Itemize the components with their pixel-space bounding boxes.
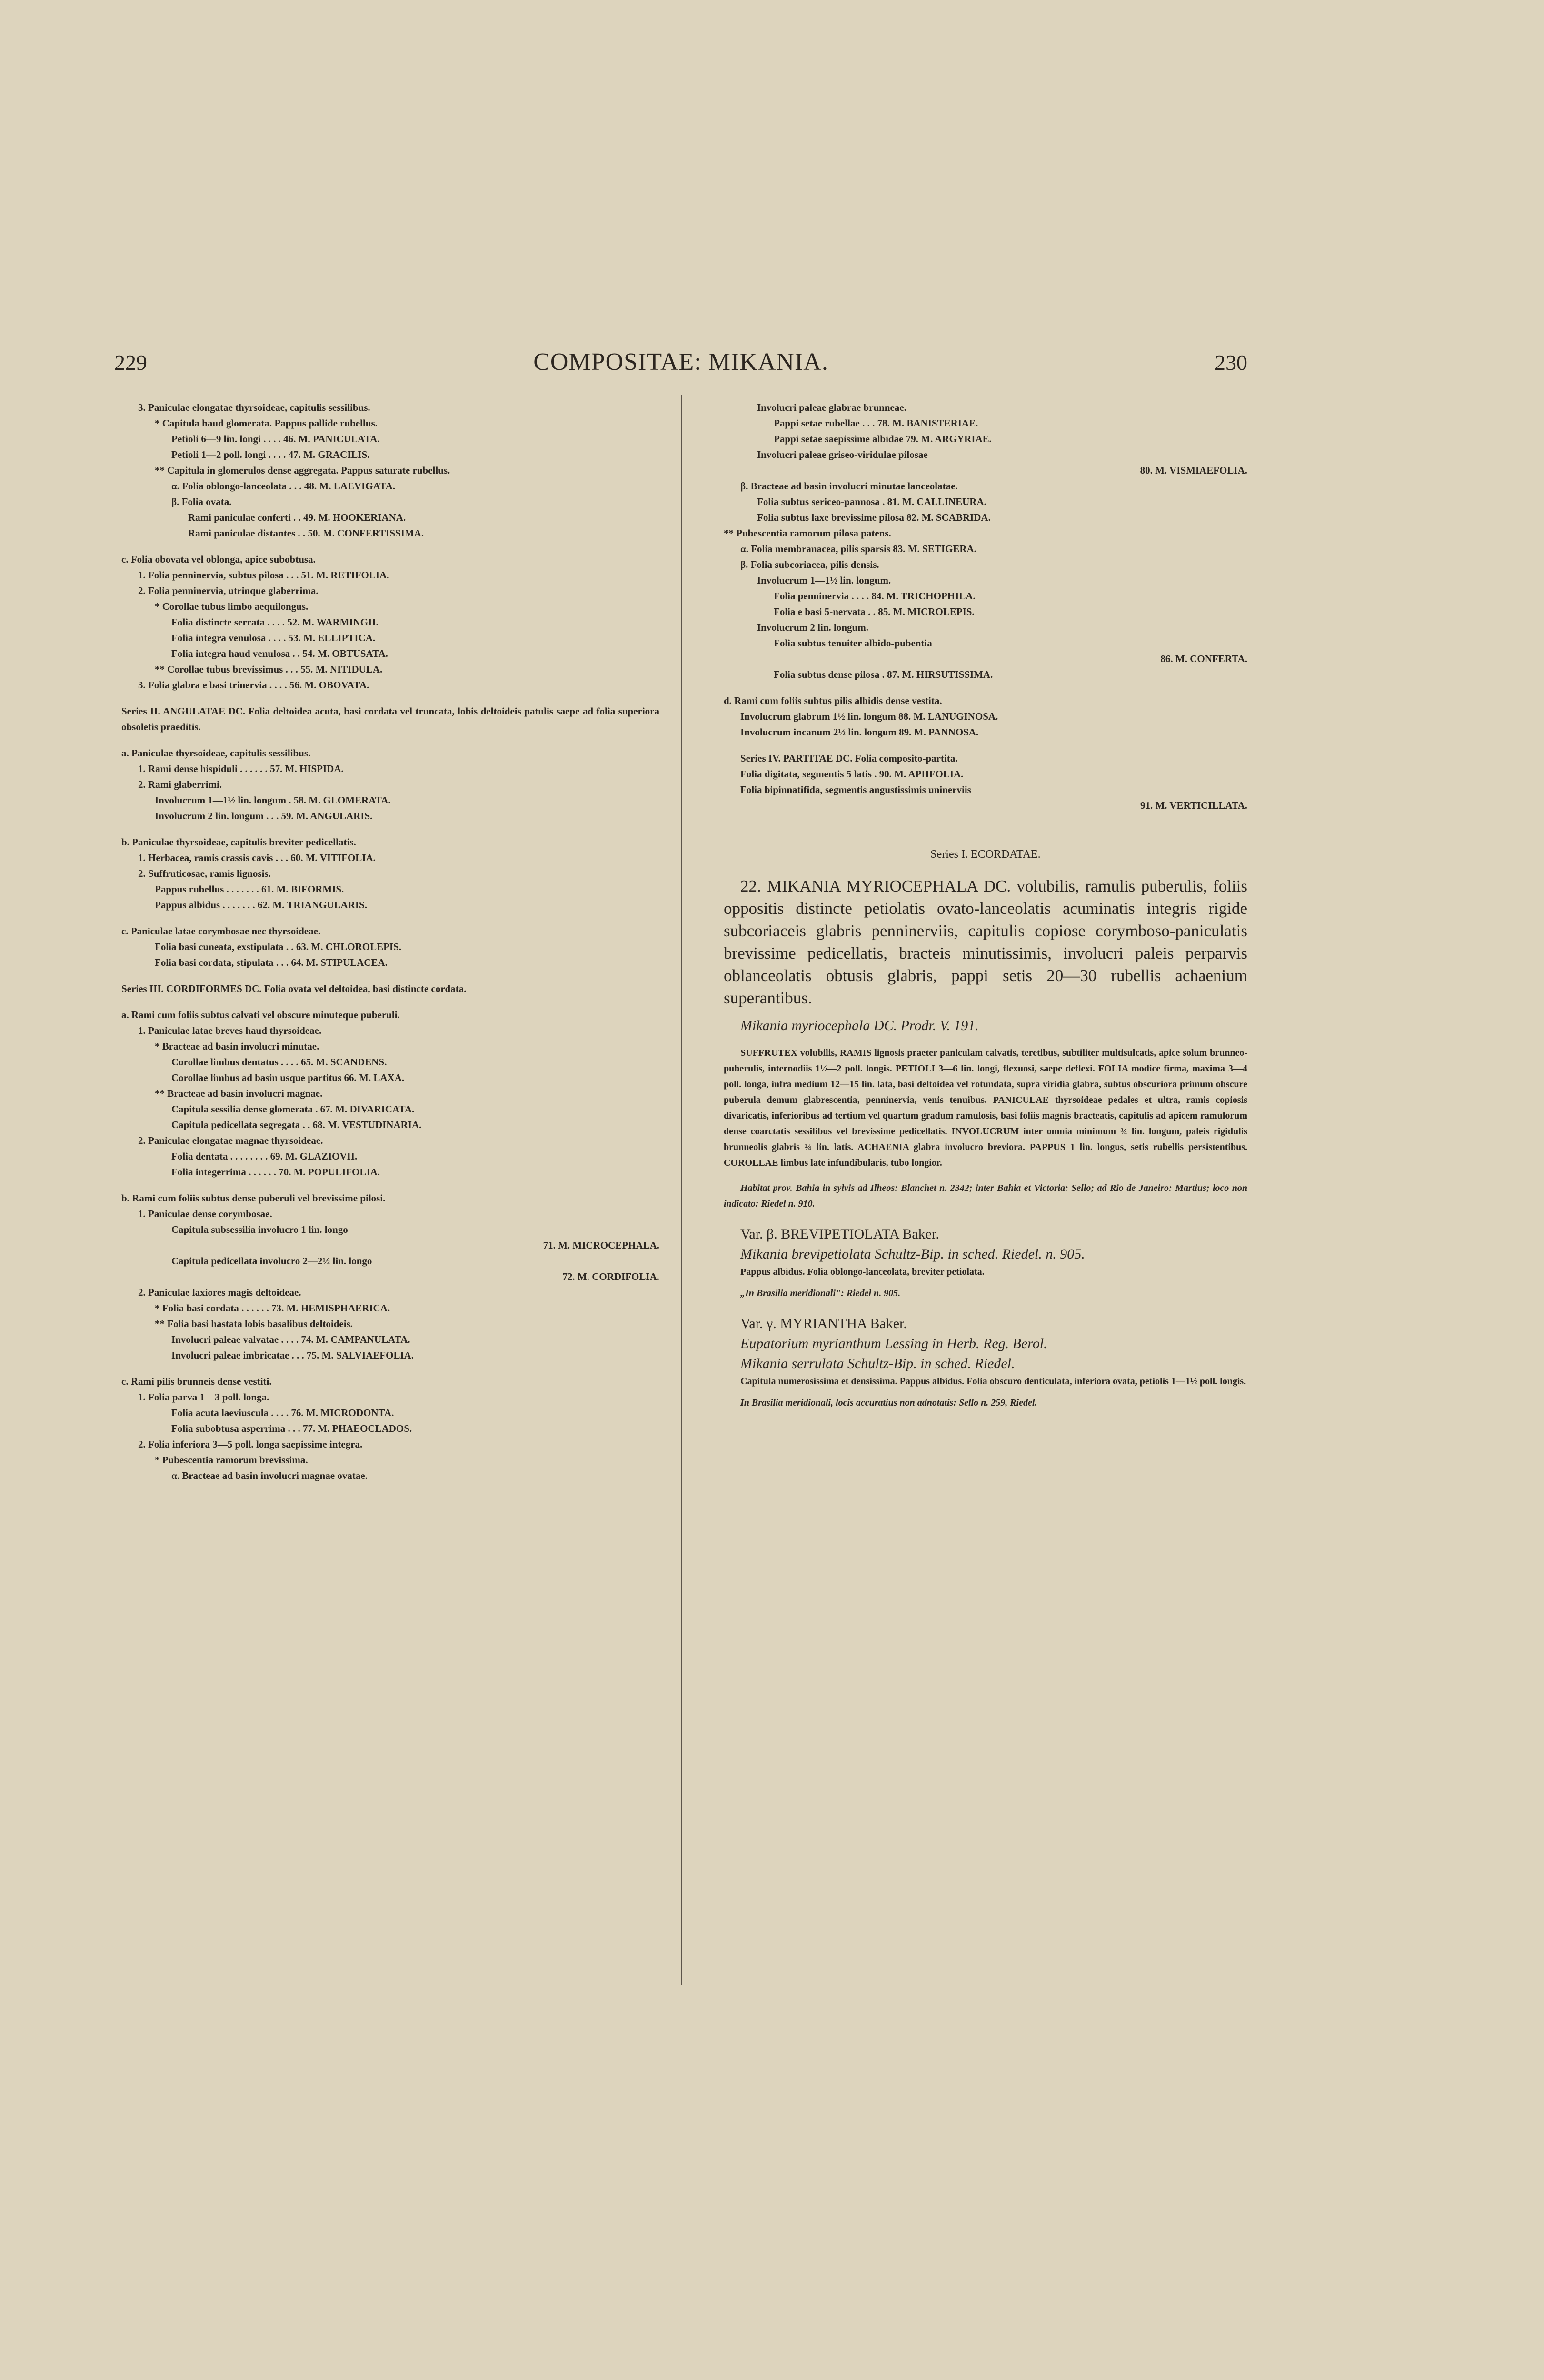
key-line: * Corollae tubus limbo aequilongus. <box>155 601 309 612</box>
key-line: 72. M. CORDIFOLIA. <box>562 1271 659 1282</box>
key-line: Series IV. PARTITAE DC. Folia composito-partita. <box>740 753 958 764</box>
key-line: Folia bipinnatifida, segmentis angustissimis uninerviis <box>740 784 971 795</box>
key-line: c. Paniculae latae corymbosae nec thyrsoideae. <box>121 925 321 937</box>
key-line: Folia subobtusa asperrima . . . 77. M. PHAEOCLADOS. <box>171 1423 412 1434</box>
key-line: 3. Paniculae elongatae thyrsoideae, capitulis sessilibus. <box>138 402 370 413</box>
variety-gamma-description: Capitula numerosissima et densissima. Pappus albidus. Folia obscuro denticulata, inferiora ovata, petiolis 1—1½ poll. longis. <box>740 1376 1246 1387</box>
key-line: * Bracteae ad basin involucri minutae. <box>155 1041 319 1052</box>
key-line: Involucrum 2 lin. longum . . . 59. M. ANGULARIS. <box>155 810 373 822</box>
key-line: 1. Herbacea, ramis crassis cavis . . . 60. M. VITIFOLIA. <box>138 852 376 863</box>
key-line: Rami paniculae conferti . . 49. M. HOOKERIANA. <box>188 512 406 523</box>
key-line: Series III. CORDIFORMES DC. Folia ovata vel deltoidea, basi distincte cordata. <box>121 983 467 994</box>
key-line: 2. Paniculae elongatae magnae thyrsoideae. <box>138 1135 323 1146</box>
key-line: Corollae limbus dentatus . . . . 65. M. SCANDENS. <box>171 1056 387 1068</box>
key-line: Folia digitata, segmentis 5 latis . 90. M. APIIFOLIA. <box>740 768 964 780</box>
key-line: α. Folia oblongo-lanceolata . . . 48. M. LAEVIGATA. <box>171 480 396 492</box>
key-line: Pappi setae saepissime albidae 79. M. ARGYRIAE. <box>774 433 992 445</box>
key-line: Capitula sessilia dense glomerata . 67. M. DIVARICATA. <box>171 1103 415 1115</box>
key-line: Series II. ANGULATAE DC. Folia deltoidea acuta, basi cordata vel truncata, lobis deltoideis patulis saepe ad folia superiora obsoletis praeditis. <box>121 705 659 733</box>
key-line: * Folia basi cordata . . . . . . 73. M. HEMISPHAERICA. <box>155 1302 390 1314</box>
key-line: Capitula pedicellata segregata . . 68. M. VESTUDINARIA. <box>171 1119 422 1130</box>
citation: Mikania myriocephala DC. Prodr. V. 191. <box>740 1018 979 1033</box>
key-line: Involucri paleae glabrae brunneae. <box>757 402 906 413</box>
column-divider <box>681 395 682 1985</box>
variety-beta-habitat: „In Brasilia meridionali": Riedel n. 905. <box>740 1288 901 1299</box>
species-heading: 22. MIKANIA MYRIOCEPHALA DC. volubilis, ramulis puberulis, foliis oppositis distincte petiolatis ovato-lanceolatis acuminatis integris rigide subcoriaceis glabris penninerviis, capitulis copiose corymboso-paniculatis brevissime pedicellatis, bracteis minutissimis, involucri paleis perparvis oblanceolatis obtusis glabris, pappi setis 20—30 rubellis achaenium superantibus. <box>724 877 1247 1007</box>
key-line: Folia subtus laxe brevissime pilosa 82. M. SCABRIDA. <box>757 512 991 523</box>
key-line: 1. Paniculae dense corymbosae. <box>138 1208 272 1220</box>
key-line: Pappus albidus . . . . . . . 62. M. TRIANGULARIS. <box>155 899 367 911</box>
key-line: a. Rami cum foliis subtus calvati vel obscure minuteque puberuli. <box>121 1009 400 1021</box>
key-line: Folia basi cordata, stipulata . . . 64. M. STIPULACEA. <box>155 957 388 968</box>
key-line: d. Rami cum foliis subtus pilis albidis dense vestita. <box>724 695 942 706</box>
variety-gamma-synonym-1: Eupatorium myrianthum Lessing in Herb. Reg. Berol. <box>740 1336 1047 1351</box>
key-line: 71. M. MICROCEPHALA. <box>543 1240 659 1251</box>
key-line: Involucri paleae imbricatae . . . 75. M. SALVIAEFOLIA. <box>171 1349 414 1361</box>
series-heading: Series I. ECORDATAE. <box>930 848 1041 861</box>
key-line: 1. Paniculae latae breves haud thyrsoideae. <box>138 1025 322 1036</box>
page-number-left: 229 <box>114 350 147 375</box>
key-line: 2. Rami glaberrimi. <box>138 779 222 790</box>
key-line: Folia subtus sericeo-pannosa . 81. M. CALLINEURA. <box>757 496 986 507</box>
key-line: ** Pubescentia ramorum pilosa patens. <box>724 527 891 539</box>
page-header <box>114 350 1247 378</box>
right-column <box>724 400 1247 1411</box>
key-line: Corollae limbus ad basin usque partitus 66. M. LAXA. <box>171 1072 405 1083</box>
key-line: ** Capitula in glomerulos dense aggregata. Pappus saturate rubellus. <box>155 465 450 476</box>
key-line: β. Folia subcoriacea, pilis densis. <box>740 559 879 570</box>
key-line: * Capitula haud glomerata. Pappus pallide rubellus. <box>155 417 378 429</box>
key-line: ** Folia basi hastata lobis basalibus deltoideis. <box>155 1318 353 1329</box>
variety-beta-title: Var. β. BREVIPETIOLATA Baker. <box>740 1226 939 1242</box>
variety-beta-description: Pappus albidus. Folia oblongo-lanceolata, breviter petiolata. <box>740 1267 985 1277</box>
key-line: 3. Folia glabra e basi trinervia . . . . 56. M. OBOVATA. <box>138 679 369 691</box>
key-line: Folia integra venulosa . . . . 53. M. ELLIPTICA. <box>171 632 376 644</box>
key-line: Involucrum 2 lin. longum. <box>757 622 868 633</box>
key-line: Pappi setae rubellae . . . 78. M. BANISTERIAE. <box>774 417 978 429</box>
key-line: β. Folia ovata. <box>171 496 232 507</box>
key-line: 2. Paniculae laxiores magis deltoideae. <box>138 1287 301 1298</box>
key-line: Folia subtus tenuiter albido-pubentia <box>774 637 932 649</box>
key-line: Involucrum glabrum 1½ lin. longum 88. M. LANUGINOSA. <box>740 711 998 722</box>
key-line: Involucri paleae valvatae . . . . 74. M. CAMPANULATA. <box>171 1334 410 1345</box>
key-line: Folia distincte serrata . . . . 52. M. WARMINGII. <box>171 616 379 628</box>
key-line: Involucrum 1—1½ lin. longum . 58. M. GLOMERATA. <box>155 794 391 806</box>
left-column-key <box>121 400 659 1484</box>
key-line: Folia e basi 5-nervata . . 85. M. MICROLEPIS. <box>774 606 975 617</box>
key-line: 86. M. CONFERTA. <box>1160 653 1247 664</box>
key-line: c. Folia obovata vel oblonga, apice subobtusa. <box>121 554 316 565</box>
key-line: ** Bracteae ad basin involucri magnae. <box>155 1088 323 1099</box>
running-title: COMPOSITAE: MIKANIA. <box>533 348 828 376</box>
variety-gamma-habitat: In Brasilia meridionali, locis accuratius non adnotatis: Sello n. 259, Riedel. <box>740 1398 1037 1408</box>
key-line: 2. Suffruticosae, ramis lignosis. <box>138 868 271 879</box>
key-line: 1. Rami dense hispiduli . . . . . . 57. M. HISPIDA. <box>138 763 344 774</box>
page-number-right: 230 <box>1215 350 1247 375</box>
key-line: b. Rami cum foliis subtus dense puberuli vel brevissime pilosi. <box>121 1192 386 1204</box>
key-line: Folia integra haud venulosa . . 54. M. OBTUSATA. <box>171 648 388 659</box>
species-description: SUFFRUTEX volubilis, RAMIS lignosis praeter paniculam calvatis, teretibus, subtiliter multisulcatis, apice solum brunneo-puberulis, internodiis 1½—2 poll. longis. PETIOLI 3—6 lin. longi, flexuosi, saepe deflexi. FOLIA modice firma, maxima 3—4 poll. longa, infra medium 12—15 lin. lata, basi deltoidea vel rotundata, supra viridia glabra, subtus obscuriora primum obscure puberula demum glabrescentia, penninervia, venis tenuibus. PANICULAE thyrsoideae pedales et ultra, ramis copiosis divaricatis, inferioribus ad tertium vel quartum gradum ramulosis, basi foliis magnis bracteatis, capitulis ad apicem ramulorum dense coarctatis sessilibus vel brevissime pedicellatis. INVOLUCRUM inter omnia minimum ¾ lin. longum, paleis rigidulis brunneolis glabris ¼ lin. latis. ACHAENIA glabra involucro breviora. PAPPUS 1 lin. longus, setis rubellis persistentibus. COROLLAE limbus late infundibularis, tubo longior. <box>724 1048 1247 1168</box>
key-line: Involucrum 1—1½ lin. longum. <box>757 575 891 586</box>
key-line: α. Folia membranacea, pilis sparsis 83. M. SETIGERA. <box>740 543 976 555</box>
key-line: Petioli 6—9 lin. longi . . . . 46. M. PANICULATA. <box>171 433 380 445</box>
variety-gamma-synonym-2: Mikania serrulata Schultz-Bip. in sched. Riedel. <box>740 1356 1015 1371</box>
key-line: 1. Folia penninervia, subtus pilosa . . . 51. M. RETIFOLIA. <box>138 569 389 581</box>
key-line: a. Paniculae thyrsoideae, capitulis sessilibus. <box>121 747 311 759</box>
key-line: Involucri paleae griseo-viridulae pilosae <box>757 449 928 460</box>
key-line: Pappus rubellus . . . . . . . 61. M. BIFORMIS. <box>155 883 344 895</box>
key-line: Folia dentata . . . . . . . . 69. M. GLAZIOVII. <box>171 1150 358 1162</box>
key-line: Folia basi cuneata, exstipulata . . 63. M. CHLOROLEPIS. <box>155 941 402 952</box>
key-line: 2. Folia penninervia, utrinque glaberrima. <box>138 585 319 596</box>
key-line: Capitula pedicellata involucro 2—2½ lin. longo <box>171 1255 372 1267</box>
key-line: Folia acuta laeviuscula . . . . 76. M. MICRODONTA. <box>171 1407 394 1418</box>
key-line: Petioli 1—2 poll. longi . . . . 47. M. GRACILIS. <box>171 449 370 460</box>
key-line: Folia integerrima . . . . . . 70. M. POPULIFOLIA. <box>171 1166 380 1178</box>
key-line: 2. Folia inferiora 3—5 poll. longa saepissime integra. <box>138 1438 363 1450</box>
key-line: 80. M. VISMIAEFOLIA. <box>1140 465 1247 476</box>
key-line: b. Paniculae thyrsoideae, capitulis breviter pedicellatis. <box>121 836 356 848</box>
key-line: Folia subtus dense pilosa . 87. M. HIRSUTISSIMA. <box>774 669 993 680</box>
key-line: Capitula subsessilia involucro 1 lin. longo <box>171 1224 348 1235</box>
key-line: Rami paniculae distantes . . 50. M. CONFERTISSIMA. <box>188 527 424 539</box>
key-line: Folia penninervia . . . . 84. M. TRICHOPHILA. <box>774 590 976 602</box>
variety-beta-synonym: Mikania brevipetiolata Schultz-Bip. in sched. Riedel. n. 905. <box>740 1246 1085 1262</box>
variety-gamma-title: Var. γ. MYRIANTHA Baker. <box>740 1316 907 1331</box>
right-column-key <box>724 400 1247 813</box>
key-line: ** Corollae tubus brevissimus . . . 55. M. NITIDULA. <box>155 664 383 675</box>
key-line: 1. Folia parva 1—3 poll. longa. <box>138 1391 269 1403</box>
key-line: 91. M. VERTICILLATA. <box>1140 800 1247 811</box>
key-line: c. Rami pilis brunneis dense vestiti. <box>121 1376 272 1387</box>
key-line: Involucrum incanum 2½ lin. longum 89. M. PANNOSA. <box>740 726 979 738</box>
key-line: α. Bracteae ad basin involucri magnae ovatae. <box>171 1470 368 1481</box>
habitat: Habitat prov. Bahia in sylvis ad Ilheos: Blanchet n. 2342; inter Bahia et Victoria: Sello; ad Rio de Janeiro: Martius; loco non indicato: Riedel n. 910. <box>724 1183 1247 1209</box>
key-line: * Pubescentia ramorum brevissima. <box>155 1454 308 1466</box>
key-line: β. Bracteae ad basin involucri minutae lanceolatae. <box>740 480 958 492</box>
